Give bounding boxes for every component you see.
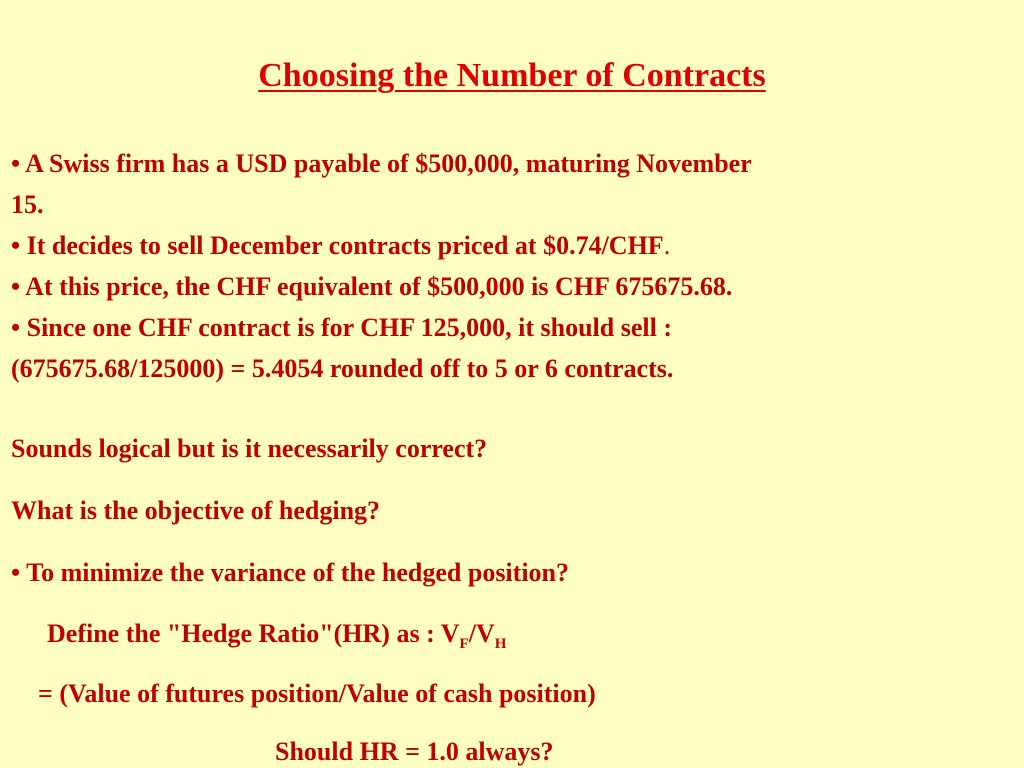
hedge-ratio-formula: = (Value of futures position/Value of cash position)	[38, 679, 596, 708]
bullet-block	[11, 143, 1011, 389]
bullet-line-4-cont: (675675.68/125000) = 5.4054 rounded off to 5 or 6 contracts.	[11, 354, 674, 383]
hedge-ratio-slash: /V	[468, 619, 495, 648]
bullet-line-2-text: • It decides to sell December contracts priced at $0.74/CHF	[11, 231, 664, 260]
bullet-line-2-period: .	[663, 231, 671, 260]
question-objective: What is the objective of hedging?	[11, 496, 381, 525]
slide-title: Choosing the Number of Contracts	[258, 57, 766, 94]
final-question: Should HR = 1.0 always?	[275, 737, 554, 766]
bullet-line-1-cont: 15.	[11, 190, 44, 219]
question-logical: Sounds logical but is it necessarily correct?	[11, 434, 488, 463]
subscript-f: F	[459, 636, 469, 652]
bullet-line-1: • A Swiss firm has a USD payable of $500,000, maturing November	[11, 149, 752, 178]
bullet-line-2	[11, 225, 1011, 266]
bullet-line-3: • At this price, the CHF equivalent of $500,000 is CHF 675675.68.	[11, 272, 733, 301]
hedge-ratio-prefix: Define the "Hedge Ratio"(HR) as : V	[47, 619, 460, 648]
bullet-line-4: • Since one CHF contract is for CHF 125,000, it should sell :	[11, 313, 672, 342]
subscript-h: H	[494, 636, 507, 652]
hedge-ratio-definition	[47, 618, 506, 650]
objective-bullet: • To minimize the variance of the hedged position?	[11, 558, 569, 587]
